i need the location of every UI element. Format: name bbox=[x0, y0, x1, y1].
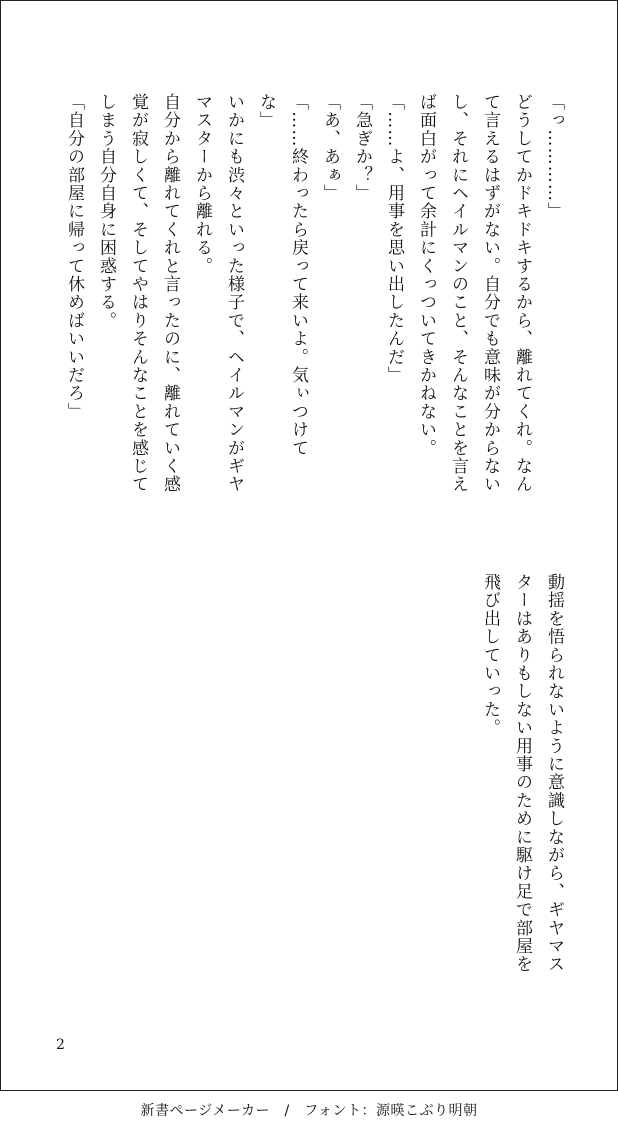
text-column: 飛び出していった。 bbox=[480, 573, 500, 737]
text-column: 「急ぎか？」 bbox=[352, 93, 372, 203]
text-column: マスターから離れる。 bbox=[192, 93, 212, 275]
text-column: ば面白がって余計にくっついてきかねない。 bbox=[416, 93, 436, 457]
text-column: 自分から離れてくれと言ったのに、離れていく感 bbox=[160, 93, 180, 494]
text-column: 「あ、あぁ」 bbox=[320, 93, 340, 203]
text-column: て言えるはずがない。自分でも意味が分からない bbox=[480, 93, 500, 494]
footer-credit: 新書ページメーカー / フォント：源暎こぶり明朝 bbox=[140, 1103, 478, 1119]
text-column: いかにも渋々といった様子で、ヘイルマンがギヤ bbox=[224, 93, 244, 494]
text-column: どうしてかドキドキするから、離れてくれ。なん bbox=[512, 93, 532, 494]
text-column: 「……よ、用事を思い出したんだ」 bbox=[384, 93, 404, 385]
text-column: し、それにヘイルマンのこと、そんなことを言え bbox=[448, 93, 468, 494]
text-column: 「っ…………」 bbox=[544, 93, 564, 221]
text-column: 「……終わったら戻って来いよ。気ぃつけて bbox=[288, 93, 308, 457]
text-column: ターはありもしない用事のために駆け足で部屋を bbox=[512, 573, 532, 974]
text-column: 覚が寂しくて、そしてやはりそんなことを感じて bbox=[128, 93, 148, 494]
text-column: 動揺を悟られないように意識しながら、ギヤマス bbox=[544, 573, 564, 974]
text-column: な」 bbox=[256, 93, 276, 130]
page-number: 2 bbox=[56, 1037, 65, 1053]
text-column: しまう自分自身に困惑する。 bbox=[96, 93, 116, 330]
text-column: 「自分の部屋に帰って休めばいいだろ」 bbox=[64, 93, 84, 421]
